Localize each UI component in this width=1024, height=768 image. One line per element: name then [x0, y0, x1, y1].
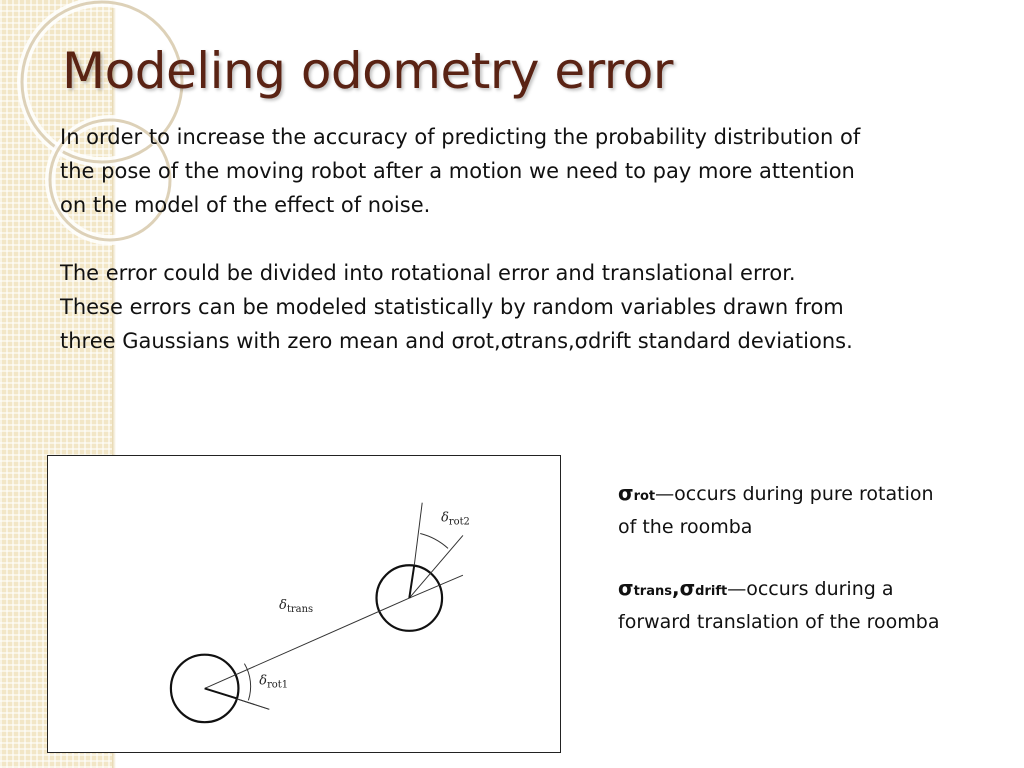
note-trans-dash: —: [727, 578, 747, 600]
sigma-trans-symbol: σ: [618, 576, 634, 600]
note-rot-dash: —: [655, 483, 675, 505]
note-rot: [618, 478, 948, 543]
sigma-drift-symbol: σ: [679, 576, 696, 600]
slide-body: [60, 120, 880, 358]
slide-title: Modeling odometry error: [62, 42, 673, 100]
start-heading-extension: [238, 699, 269, 709]
odometry-diagram: [48, 456, 560, 752]
sigma-drift-subscript: drift: [695, 584, 728, 599]
note-trans-text: occurs during a forward translation of the roomba: [618, 578, 940, 633]
note-trans-drift: [618, 573, 948, 638]
odometry-figure: [47, 455, 561, 753]
sigma-trans-subscript: trans: [633, 584, 672, 599]
label-rot1: $\delta_{rot1}$: [259, 673, 289, 691]
start-orientation-marker: [205, 688, 237, 698]
label-rot2: $\delta_{rot2}$: [441, 510, 470, 528]
sigma-rot-subscript: rot: [633, 489, 656, 504]
paragraph-intro: In order to increase the accuracy of predicting the probability distribution of the pose of the moving robot after a motion we need to pay more attention on the model of the effect of noise.: [60, 125, 861, 217]
sigma-notes: [618, 478, 948, 638]
note-comma: ,: [671, 576, 680, 600]
label-trans: $\delta_{trans}$: [279, 597, 314, 615]
rot1-arc: [244, 664, 250, 701]
paragraph-error-types: The error could be divided into rotational error and translational error.: [60, 261, 796, 285]
rot2-arc: [420, 533, 448, 548]
notes-gap: [618, 543, 948, 573]
sigma-rot-symbol: σ: [618, 481, 634, 505]
paragraph-gap: [60, 222, 880, 256]
paragraph-gaussians: These errors can be modeled statistically by random variables drawn from three Gaussians with zero mean and σrot,σtrans,σdrift standard deviations.: [60, 295, 853, 353]
note-rot-text: occurs during pure rotation of the roomba: [618, 483, 934, 538]
